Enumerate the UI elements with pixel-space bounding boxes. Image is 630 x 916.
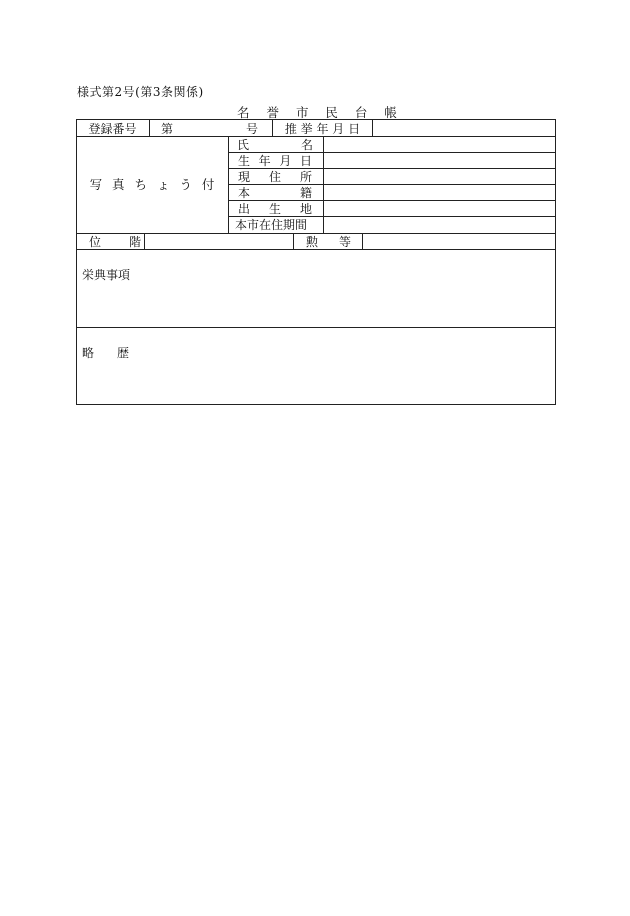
residence-period-field[interactable] xyxy=(324,217,555,234)
go-label: 号 xyxy=(246,122,259,136)
rule xyxy=(323,136,324,233)
decoration-field[interactable] xyxy=(363,234,555,250)
photo-attach-area xyxy=(77,137,228,234)
rule xyxy=(144,233,145,249)
honors-section[interactable] xyxy=(77,250,555,328)
rule xyxy=(228,216,555,217)
nomination-date-label: 推 挙 年 月 日 xyxy=(284,122,361,136)
rule xyxy=(77,249,555,250)
rule xyxy=(293,233,294,249)
rank-field[interactable] xyxy=(145,234,292,250)
rule xyxy=(228,200,555,201)
form-number-label: 様式第2号(第3条関係) xyxy=(77,85,204,99)
history-label: 略 歴 xyxy=(82,346,129,360)
registration-number-field[interactable] xyxy=(173,121,245,136)
photo-attach-label: 写 真 ち ょ う 付 xyxy=(89,177,216,193)
rule xyxy=(228,136,229,233)
rule xyxy=(77,233,555,234)
honors-label: 栄典事項 xyxy=(82,268,131,282)
name-label: 氏 名 xyxy=(237,138,313,152)
current-address-field[interactable] xyxy=(324,169,555,185)
history-section[interactable] xyxy=(77,328,555,404)
page-title: 名 誉 市 民 台 帳 xyxy=(237,105,398,120)
rule xyxy=(362,233,363,249)
honseki-label: 本 籍 xyxy=(238,186,312,200)
current-address-label: 現 住 所 xyxy=(238,170,312,184)
birthplace-label: 出 生 地 xyxy=(238,202,312,216)
birth-date-field[interactable] xyxy=(324,153,555,169)
rule xyxy=(77,136,555,137)
rule xyxy=(228,168,555,169)
rule xyxy=(272,120,273,136)
rule xyxy=(228,184,555,185)
rule xyxy=(228,152,555,153)
rank-label: 位 階 xyxy=(89,235,141,249)
rule xyxy=(372,120,373,136)
decoration-label: 勲 等 xyxy=(306,235,351,249)
birthplace-field[interactable] xyxy=(324,201,555,217)
birth-date-label: 生 年 月 日 xyxy=(238,154,312,168)
residence-period-label: 本市在住期間 xyxy=(235,218,308,232)
dai-label: 第 xyxy=(161,122,174,136)
register-table xyxy=(76,119,556,405)
name-field[interactable] xyxy=(324,137,555,153)
honseki-field[interactable] xyxy=(324,185,555,201)
nomination-date-field[interactable] xyxy=(373,121,555,136)
rule xyxy=(77,327,555,328)
rule xyxy=(149,120,150,136)
registration-number-label: 登録番号 xyxy=(88,122,137,136)
